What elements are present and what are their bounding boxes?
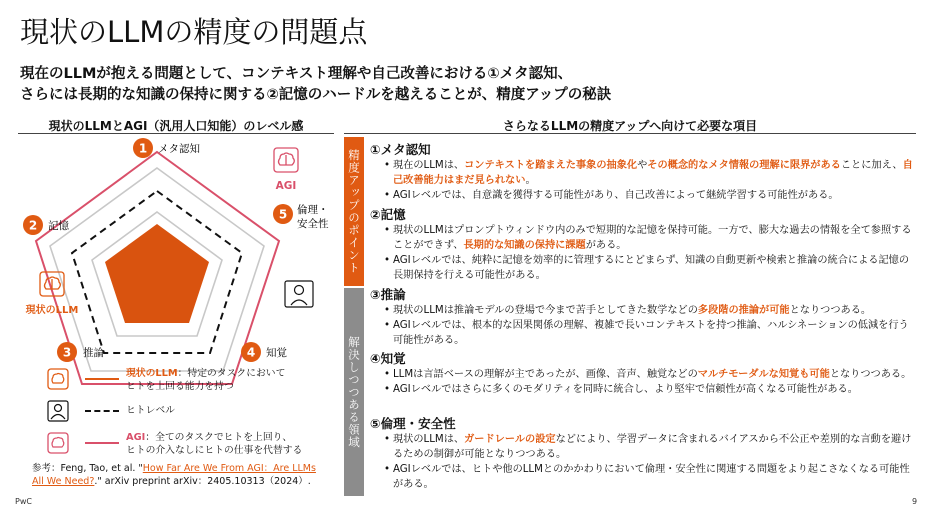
section-title: ④知覚 [370,351,406,366]
reference-link-2[interactable]: All We Need? [32,476,95,487]
agi-brain-icon [274,148,298,172]
legend [40,366,340,460]
vbar-bottom [344,288,364,496]
highlight: 長期的な知識の保持に課題 [463,240,586,251]
legend-human-desc: ヒトレベル [126,405,175,416]
footer-brand: PwC [15,497,32,506]
page-number: 9 [912,497,918,506]
bullet [384,223,915,253]
highlight: その概念的なメタ情報の理解に限界がある [647,160,841,171]
bullet [384,303,915,318]
legend-llm-desc-2: ヒトを上回る能力を持つ [126,381,234,392]
text: 現状のLLMはプロンプトウィンドウ内のみで短期的な記憶を保持可能。一方で、膨大な過去の情報を全て参照することができず、 [393,225,912,251]
text: がある。 [585,240,627,251]
section-meta-cognition [370,142,915,203]
legend-llm-name: 現状のLLM [126,368,178,379]
legend-line-agi [85,442,119,444]
vbar-top-text: 精度アップのポイント [347,149,361,274]
reference-prefix: 参考：Feng, Tao, et al. " [32,463,143,474]
bullet: • AGIレベルではさらに多くのモダリティを同時に統合し、より堅牢で信頼性が高くなる可能性がある。 [384,382,915,397]
bullet [384,367,915,382]
section-memory [370,207,915,283]
axis-4-num: 4 [246,345,256,360]
highlight: 多段階の推論が可能 [697,305,790,316]
reference-suffix: ." arXiv preprint arXiv：2405.10313（2024）. [94,476,311,487]
text: 。 [525,175,536,186]
legend-agi-desc-1: ：全てのタスクでヒトを上回り、 [145,432,293,443]
axis-5-num: 5 [278,207,288,222]
reference-link-1[interactable]: How Far Are We From AGI：Are LLMs [142,463,316,474]
legend-llm-desc-1: ：特定のタスクにおいて [177,368,286,379]
highlight: ガードレールの設定 [464,434,556,445]
axis-4-label: 知覚 [266,347,287,359]
axis-5-label-2: 安全性 [297,218,329,230]
axis-2-label: 記憶 [48,220,69,232]
brain-icon [47,432,69,454]
text: となりつつある。 [829,369,912,380]
section-reasoning [370,287,915,348]
text: などにより、学習データに含まれるバイアスから不公正や差別的な言動を避けるための制御が可能となりつつある。 [393,434,912,460]
highlight: コンテキストを踏まえた事象の抽象化 [464,160,638,171]
legend-agi-desc-2: ヒトの介入なしにヒトの仕事を代替する [126,445,303,456]
text: 現状のLLMは推論モデルの登場で今まで苦手としてきた数学などの [393,305,698,316]
vbar-bottom-text: 解決しつつある領域 [347,335,361,449]
page-title: 現状のLLMの精度の問題点 [20,15,368,49]
reference [32,462,332,488]
left-heading: 現状のLLMとAGI（汎用人口知能）のレベル感 [48,119,304,133]
text: となりつつある。 [789,305,872,316]
legend-item-human [40,398,340,428]
brain-icon [47,368,69,390]
highlight: マルチモーダルな知覚も可能 [697,369,830,380]
text: 現在のLLMは、 [393,160,465,171]
llm-label: 現状のLLM [25,305,79,316]
text: LLMは言語ベースの理解が主であったが、画像、音声、触覚などの [393,369,698,380]
section-perception [370,351,915,397]
right-divider [344,133,916,134]
bullet [384,432,915,462]
text: ことに加え、 [840,160,903,171]
vbar-top [344,137,364,286]
person-icon [47,400,69,422]
axis-3-label: 推論 [83,347,104,359]
right-heading: さらなるLLMの精度アップへ向けて必要な項目 [502,119,758,133]
bullet [384,158,915,188]
section-ethics-safety [370,416,915,492]
subtitle-line-2: さらには長期的な知識の保持に関する②記憶のハードルを越えることが、精度アップの秘訣 [20,87,612,103]
bullet: • AGIレベルでは、根本的な因果関係の理解、複雑で長いコンテキストを持つ推論、ハルシネーションの低減を行う可能性がある。 [384,318,915,348]
subtitle-line-1: 現在のLLMが抱える問題として、コンテキスト理解や自己改善における①メタ認知、 [20,66,573,82]
agi-label: AGI [275,180,297,192]
legend-line-llm [85,378,119,380]
bullet: • AGIレベルでは、自意識を獲得する可能性があり、自己改善によって継続学習する可能性がある。 [384,188,915,203]
highlight: 自己改善能力はまだ見られない [393,160,913,186]
legend-item-llm [40,366,340,396]
legend-item-agi [40,430,340,460]
bullet: • AGIレベルでは、ヒトや他のLLMとのかかわりにおいて倫理・安全性に関連する問題をより起こさなくなる可能性がある。 [384,462,915,492]
axis-3-num: 3 [62,345,72,360]
section-title: ①メタ認知 [370,142,431,157]
axis-1-num: 1 [138,141,148,156]
text: や [637,160,648,171]
section-title: ③推論 [370,287,406,302]
bullet: • AGIレベルでは、純粋に記憶を効率的に管理するにとどまらず、知識の自動更新や検索と推論の統合による記憶の長期保持を行える可能性がある。 [384,253,915,283]
axis-1-label: メタ認知 [158,143,200,155]
legend-line-human [85,410,119,412]
axis-5-label-1: 倫理・ [297,204,329,216]
section-title: ②記憶 [370,207,406,222]
legend-agi-name: AGI [126,432,146,443]
section-title: ⑤倫理・安全性 [370,416,456,431]
text: 現状のLLMは、 [393,434,465,445]
axis-2-num: 2 [28,218,38,233]
human-person-icon [285,281,313,307]
